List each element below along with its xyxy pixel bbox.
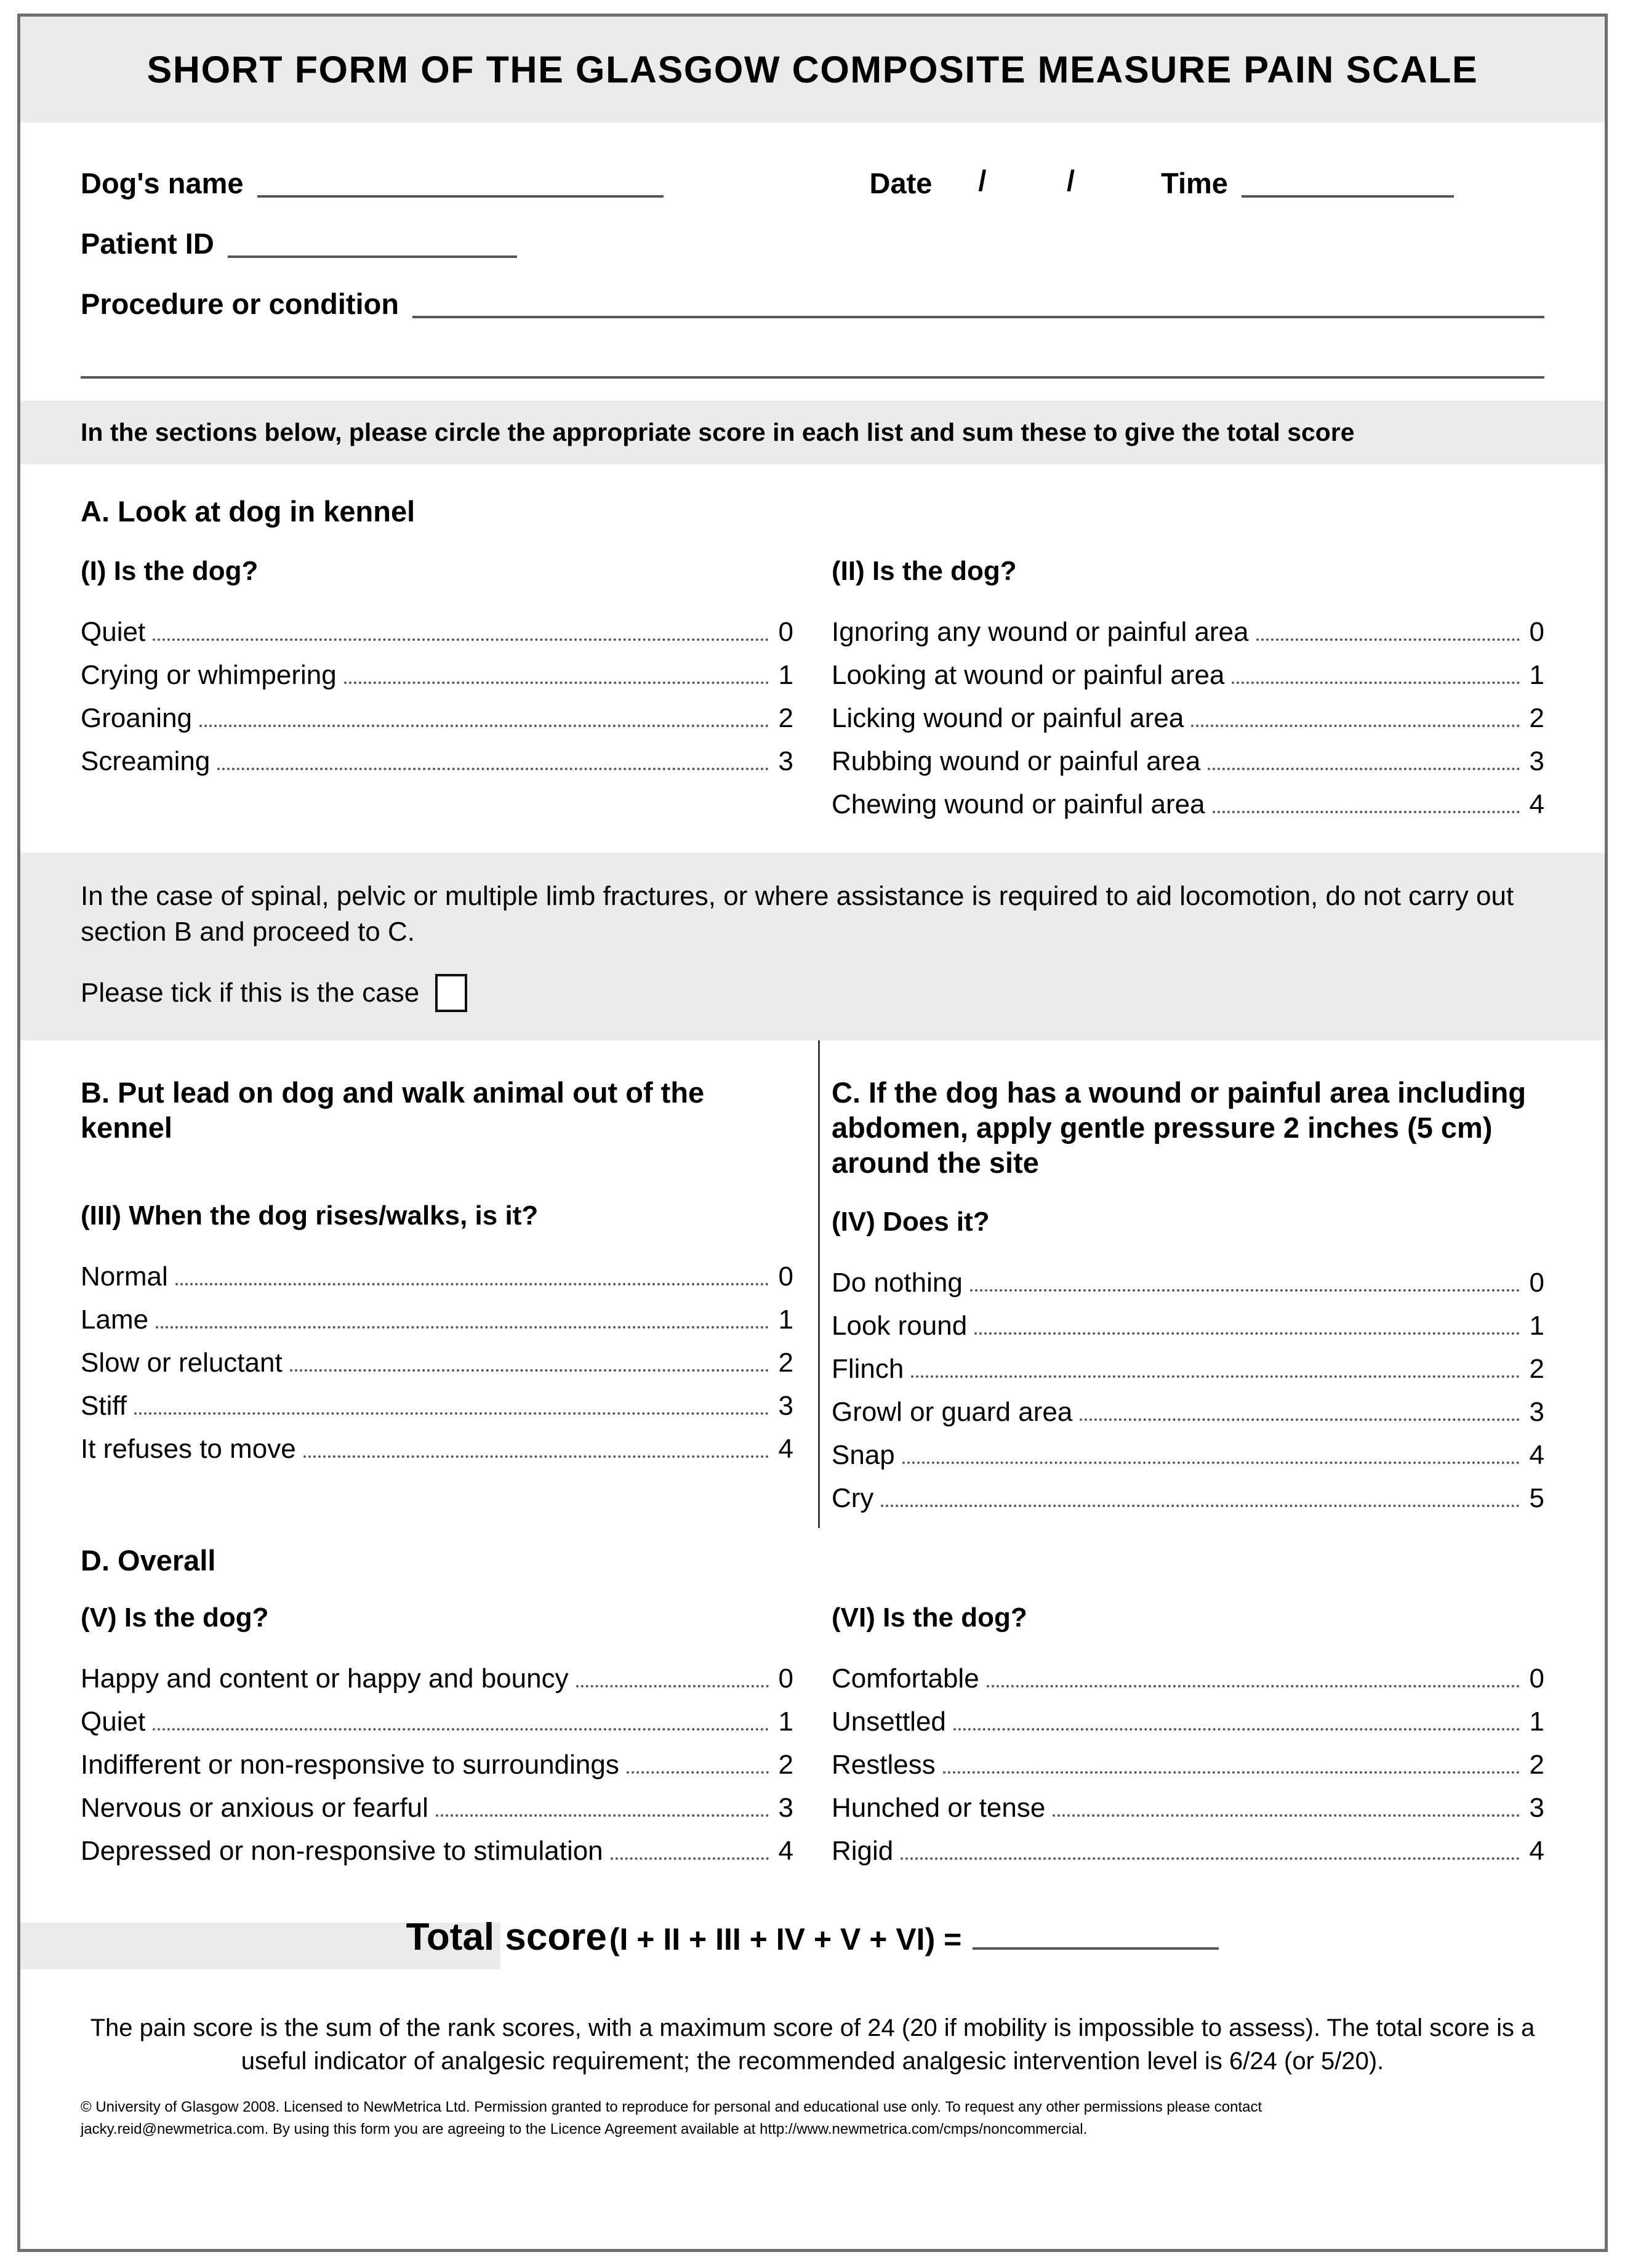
dotted-leader [436, 1814, 769, 1817]
option-label: Restless [832, 1750, 936, 1780]
option-label: Do nothing [832, 1267, 963, 1298]
option-score: 3 [778, 1793, 793, 1824]
question-6-title: (VI) Is the dog? [832, 1602, 1027, 1633]
section-c-heading: C. If the dog has a wound or painful area including abdomen, apply gentle pressure 2 inches (5 cm) around the site [832, 1076, 1527, 1180]
score-option[interactable] [832, 1269, 1544, 1299]
time-label: Time [1161, 167, 1228, 199]
option-label: Rigid [832, 1836, 894, 1867]
option-label: Groaning [81, 703, 193, 734]
dog-name-row [81, 159, 1544, 198]
score-option[interactable] [81, 1838, 793, 1867]
total-score-label: Total score [406, 1916, 607, 1959]
option-label: Slow or reluctant [81, 1348, 283, 1378]
dotted-leader [943, 1771, 1520, 1774]
option-score: 0 [1529, 1267, 1544, 1298]
score-option[interactable] [832, 1795, 1544, 1824]
question-6-options [832, 1665, 1544, 1867]
total-score-line [20, 1915, 1605, 1959]
column-divider [818, 1040, 820, 1528]
fracture-exception-block [20, 853, 1605, 1040]
option-score: 4 [778, 1836, 793, 1867]
score-option[interactable] [832, 619, 1544, 648]
score-option[interactable] [832, 791, 1544, 821]
question-5-title: (V) Is the dog? [81, 1602, 269, 1633]
identification-block [20, 123, 1605, 379]
score-option[interactable] [81, 1708, 793, 1738]
option-score: 2 [778, 1348, 793, 1378]
option-label: Rubbing wound or painful area [832, 746, 1201, 777]
option-label: Lame [81, 1305, 149, 1335]
option-score: 0 [1529, 617, 1544, 648]
section-d [20, 1528, 1605, 1881]
dotted-leader [199, 725, 769, 727]
dotted-leader [156, 1326, 769, 1329]
question-3-title: (III) When the dog rises/walks, is it? [81, 1200, 539, 1231]
total-score-row [20, 1909, 1605, 2001]
question-2-options [832, 619, 1544, 821]
option-label: Nervous or anxious or fearful [81, 1793, 428, 1824]
score-option[interactable] [832, 662, 1544, 691]
dotted-leader [153, 1728, 769, 1731]
dotted-leader [974, 1332, 1520, 1335]
option-score: 4 [1529, 1439, 1544, 1470]
score-option[interactable] [81, 1393, 793, 1422]
score-option[interactable] [81, 1349, 793, 1379]
option-score: 3 [778, 746, 793, 777]
score-option[interactable] [832, 1665, 1544, 1695]
dotted-leader [611, 1857, 769, 1860]
option-score: 1 [1529, 660, 1544, 691]
option-label: Indifferent or non-responsive to surroundings [81, 1750, 619, 1780]
score-option[interactable] [81, 662, 793, 691]
score-option[interactable] [832, 1708, 1544, 1738]
score-option[interactable] [81, 1751, 793, 1781]
option-label: It refuses to move [81, 1434, 296, 1465]
dotted-leader [987, 1685, 1520, 1687]
instruction-strip [20, 401, 1605, 464]
dotted-leader [134, 1412, 769, 1415]
option-score: 1 [778, 1305, 793, 1335]
procedure-input-line2[interactable] [81, 349, 1544, 379]
dotted-leader [1080, 1418, 1520, 1421]
option-label: Quiet [81, 1707, 146, 1737]
option-label: Unsettled [832, 1707, 946, 1737]
dotted-leader [1208, 768, 1520, 770]
footer-block [20, 2011, 1605, 2141]
dotted-leader [1213, 811, 1520, 813]
fracture-checkbox[interactable] [435, 974, 467, 1012]
score-option[interactable] [81, 619, 793, 648]
instruction-text: In the sections below, please circle the appropriate score in each list and sum these to give the total score [81, 418, 1355, 446]
option-score: 0 [778, 617, 793, 648]
section-a [20, 464, 1605, 834]
score-option[interactable] [832, 1353, 1544, 1385]
fracture-note-text: In the case of spinal, pelvic or multiple limb fractures, or where assistance is required to aid locomotion, do not carry out section B and proceed to C. [81, 881, 1514, 947]
question-1-options [81, 619, 793, 778]
option-score: 0 [1529, 1663, 1544, 1694]
option-score: 1 [778, 660, 793, 691]
patient-id-input[interactable] [228, 228, 517, 258]
dotted-leader [344, 682, 769, 684]
score-option[interactable] [81, 705, 793, 734]
option-label: Chewing wound or painful area [832, 789, 1205, 820]
question-3-options [81, 1263, 793, 1465]
procedure-input[interactable] [412, 289, 1544, 318]
question-2-title: (II) Is the dog? [832, 556, 1017, 587]
question-4-title: (IV) Does it? [832, 1206, 990, 1237]
option-score: 4 [1529, 789, 1544, 820]
option-score: 3 [1529, 746, 1544, 777]
dotted-leader [953, 1728, 1520, 1731]
option-label: Cry [832, 1482, 874, 1513]
section-d-heading: D. Overall [81, 1543, 216, 1577]
dotted-leader [970, 1289, 1520, 1292]
score-option[interactable] [832, 1310, 1544, 1342]
dotted-leader [175, 1283, 769, 1285]
total-score-formula: (I + II + III + IV + V + VI) = [609, 1922, 962, 1957]
dotted-leader [303, 1455, 769, 1458]
option-label: Normal [81, 1261, 168, 1292]
option-label: Depressed or non-responsive to stimulation [81, 1836, 603, 1867]
option-score: 2 [1529, 703, 1544, 734]
dotted-leader [1256, 638, 1520, 641]
score-option[interactable] [832, 1482, 1544, 1514]
dotted-leader [217, 768, 769, 770]
section-b [81, 1075, 793, 1528]
tick-label: Please tick if this is the case [81, 977, 420, 1008]
dotted-leader [290, 1369, 769, 1372]
copyright-line-1: © University of Glasgow 2008. Licensed to NewMetrica Ltd. Permission granted to reproduce for personal and educational use only. To request any other permissions please contact [81, 2099, 1262, 2116]
dotted-leader [627, 1771, 769, 1774]
total-score-input[interactable] [973, 1915, 1219, 1950]
option-label: Screaming [81, 746, 211, 777]
option-score: 2 [1529, 1353, 1544, 1384]
option-score: 0 [778, 1663, 793, 1694]
option-label: Flinch [832, 1353, 904, 1384]
option-label: Quiet [81, 617, 146, 648]
time-input[interactable] [1242, 168, 1454, 198]
score-option[interactable] [832, 1838, 1544, 1867]
option-score: 3 [1529, 1793, 1544, 1824]
dog-name-label: Dog's name [81, 167, 244, 199]
footer-note: The pain score is the sum of the rank scores, with a maximum score of 24 (20 if mobility is impossible to assess). The total score is a useful indicator of analgesic requirement; the recommended analgesic intervention level is 6/24 (or 5/20). [90, 2014, 1535, 2075]
option-score: 1 [1529, 1310, 1544, 1341]
score-option[interactable] [832, 705, 1544, 734]
dog-name-input[interactable] [257, 168, 664, 198]
question-2-column [832, 556, 1544, 834]
score-option[interactable] [832, 1751, 1544, 1781]
section-c [832, 1075, 1544, 1528]
dotted-leader [153, 638, 769, 641]
score-option[interactable] [81, 1665, 793, 1695]
question-6-column [832, 1602, 1544, 1881]
option-score: 2 [778, 703, 793, 734]
date-separators: / / [978, 164, 1075, 197]
patient-id-label: Patient ID [81, 227, 214, 260]
option-label: Hunched or tense [832, 1793, 1046, 1824]
option-score: 1 [1529, 1707, 1544, 1737]
option-score: 4 [1529, 1836, 1544, 1867]
dotted-leader [902, 1462, 1520, 1464]
score-option[interactable] [832, 1396, 1544, 1428]
procedure-row [81, 280, 1544, 318]
score-option[interactable] [832, 1439, 1544, 1471]
dotted-leader [881, 1505, 1520, 1507]
option-score: 3 [778, 1391, 793, 1422]
score-option[interactable] [81, 1436, 793, 1465]
score-option[interactable] [81, 748, 793, 778]
score-option[interactable] [81, 1795, 793, 1824]
option-score: 2 [1529, 1750, 1544, 1780]
option-label: Looking at wound or painful area [832, 660, 1225, 691]
section-a-heading: A. Look at dog in kennel [81, 495, 415, 528]
option-label: Look round [832, 1310, 968, 1341]
option-label: Growl or guard area [832, 1396, 1073, 1427]
dotted-leader [911, 1375, 1520, 1378]
form-sheet [17, 14, 1608, 2252]
option-score: 4 [778, 1434, 793, 1465]
option-label: Licking wound or painful area [832, 703, 1184, 734]
dotted-leader [1053, 1814, 1520, 1817]
patient-id-row [81, 220, 1544, 258]
score-option[interactable] [832, 748, 1544, 778]
option-label: Crying or whimpering [81, 660, 337, 691]
procedure-label: Procedure or condition [81, 288, 399, 320]
dotted-leader [1191, 725, 1520, 727]
question-1-title: (I) Is the dog? [81, 556, 259, 587]
option-score: 3 [1529, 1396, 1544, 1427]
option-score: 5 [1529, 1482, 1544, 1513]
question-1-column [81, 556, 793, 834]
date-label: Date [869, 167, 933, 199]
sections-b-and-c [20, 1040, 1605, 1528]
title-banner [20, 17, 1605, 123]
score-option[interactable] [81, 1306, 793, 1336]
dotted-leader [1232, 682, 1520, 684]
option-label: Comfortable [832, 1663, 979, 1694]
page-title: SHORT FORM OF THE GLASGOW COMPOSITE MEASURE PAIN SCALE [146, 49, 1479, 90]
fracture-tick-row [81, 974, 1544, 1012]
question-5-column [81, 1602, 793, 1881]
question-5-options [81, 1665, 793, 1867]
option-score: 1 [778, 1707, 793, 1737]
question-4-options [832, 1269, 1544, 1514]
copyright-line-2: jacky.reid@newmetrica.com. By using this form you are agreeing to the Licence Agreement available at http://www.newmetrica.com/cmps/noncommercial. [81, 2121, 1088, 2138]
dotted-leader [576, 1685, 769, 1687]
option-label: Ignoring any wound or painful area [832, 617, 1249, 648]
option-score: 2 [778, 1750, 793, 1780]
procedure-row-continued [81, 340, 1544, 379]
option-label: Stiff [81, 1391, 127, 1422]
score-option[interactable] [81, 1263, 793, 1293]
dotted-leader [901, 1857, 1520, 1860]
option-score: 0 [778, 1261, 793, 1292]
option-label: Happy and content or happy and bouncy [81, 1663, 569, 1694]
option-label: Snap [832, 1439, 895, 1470]
section-b-heading: B. Put lead on dog and walk animal out of the kennel [81, 1076, 705, 1144]
